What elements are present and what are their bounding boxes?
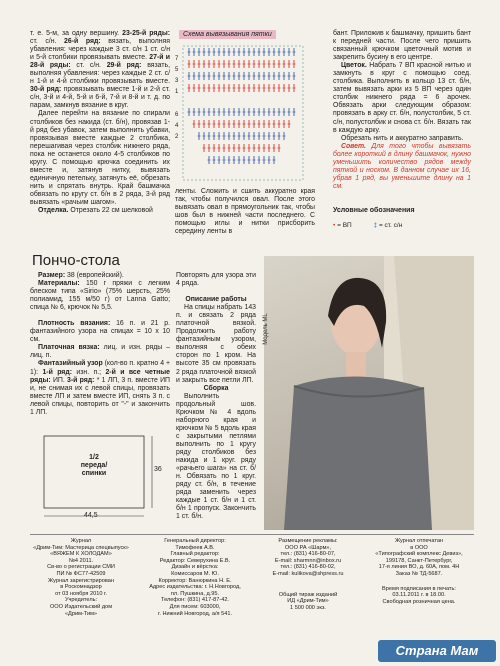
legend-title: Условные обозначения xyxy=(333,207,415,214)
footer-col3: Размещение рекламы: ООО РА «Шарм», тел.: (831) 416-80-07, E-mail: sharmnn@inbox.ru тел.: (831) 416-80-02, E-mail: kulikova@shpress.ru Общий тираж изданий ИД «Дрим-Тим» 1 500 000 экз. xyxy=(272,538,344,611)
col1-top-text: т. е. 5-м, за одну вершину. 23-25-й ряды: ст. с/н. 26-й ряд: вязать, выполняя убавления: через каждые 3 ст. с/н 1 ст. с/н и 5-й столбики провязывать вместе. 27-й и 28-й ряды: ст. с/н. 29-й ряд: вязать, выполняя убавления: через каждые 2 ст. с/н 1-й и 4-й столбики провязывать вместе. 30-й ряд: провязывать вместе 1-й и 2-й ст. с/н, 3-й и 4-й, 5-й и 6-й, 7-й и 8-й и т. д. по парам, замкнув вязание в круг. Далее перейти на вязание по спирали столбиков без накида (ст. б/н), провязав 1-й ряд без убавок, затем выполнить убавки, провязывая вместе каждые 2 столбика, перешагивая через столбик нижнего ряда, пока не останется около 4-5 столбиков по кругу. С помощью крючка соединить их вместе и, затянув нитку, вывязать единичную петельку, затянуть её, обрезать нить и спрятать внутрь. Край башмачка обвязать по кругу ст. б/н в 2 ряда, 3-й ряд вывязать «рачьим шагом». Отделка. Отрезать 22 см шелковой xyxy=(30,30,171,215)
diagram-height: 36 xyxy=(154,466,162,473)
col2-after-scheme: ленты. Сложить и сшить аккуратно края так, чтобы получился овал. После этого вывязать овал в прямоугольник так, чтобы шов был в нижней части последнего. С помощью иглы и нитки присборить середину ленты в xyxy=(175,188,315,236)
legend: Условные обозначения • = ВП ‡ = ст. с/н xyxy=(333,207,473,229)
stsn-symbol-icon: ‡ xyxy=(373,222,378,229)
poncho-col1: Размер: 38 (европейский). Материалы: 150 г пряжи с легким блеском типа «Sirio» (75% шерсть, 25% полиамид, 155 м/50 г) от Lanna Gatto; спица № 6, крючок № 5,5. Плотность вязания: 16 п. и 21 р. фантазийного узора на спицах = 10 x 10 см. Платочная вязка: лиц. и изн. ряды – лиц. п. Фантазийный узор (кол-во п. кратно 4 + 1): 1-й ряд: изн. п.; 2-й и все четные ряды: ИП. 3-й ряд: * 1 ЛП, 3 п. вместе ИП и, не снимая их с левой спицы, провязать вместе ЛП и затем вместе ИП, снять 3 п. с левой спицы, повторить от "-" и закончить 1 ЛП. xyxy=(30,272,170,416)
poncho-title: Пончо-стола xyxy=(32,252,120,269)
footer-col2: Генеральный директор: Тимофеев А.В. Главный редактор: Редактор: Северухина Е.В. Дизайн и вёрстка: Комиссаров М. Ю. Корректор: Ванюркина Н. Е. Адрес издательства: г. Н.Новгород, пл. Пушкина, д.95. Телефон: (831) 417-87-42. Для писем: 603000, г. Нижний Новгород, а/я 541. xyxy=(149,538,241,617)
footer-divider xyxy=(30,534,474,535)
scheme-title: Схема вывязывания пятки xyxy=(179,30,276,39)
model-credit: Модель ML xyxy=(262,313,269,345)
diagram-width: 44,5 xyxy=(84,512,98,519)
poncho-col2: Повторять для узора эти 4 ряда. Описание работы На спицы набрать 143 п. и связать 2 ряда платочной вязкой. Продолжить работу фантазийным узором, выполняя с обеих сторон по 1 кром. На высоте 35 см провязать 2 ряда платочной вязкой и закрыть все петли ЛП. Сборка Выполнить продольный шов. Крючком № 4 вдоль наборного края и крючком № 5 вдоль края с закрытыми петлями выполнить по 1 кругу ряду столбиков без накида и 1 круг. ряду «рачьего шага» на ст. б/н. Обвязать по 1 круг. ряду ст. б/н, в течение ряда заменить через каждые 1 ст. б/н и 1 ст. б/н 1 пропуск. Закончить 1 ст. б/н. xyxy=(176,272,256,521)
vp-symbol-icon: • xyxy=(333,222,336,229)
size-diagram xyxy=(34,432,166,524)
watermark: Страна Мам xyxy=(378,640,496,662)
scheme-chart xyxy=(183,42,307,187)
scheme-row-numbers: 7 5 3 1 6 4 2 xyxy=(175,56,179,140)
diagram-label: 1/2 переда/ спинки xyxy=(80,454,108,477)
footer-col4: Журнал отпечатан в ООО «Типографский комплекс Девиз», 199178, Санкт-Петербург, 17-я линия ВО, д. 60А, пом. 4Н Заказ № ТД-5687. Время подписания в печать: 03.11.2011 г. в 18.00. Свободная розничная цена. xyxy=(375,538,463,605)
footer-col1: Журнал «Дрим-Тим: Мастерица спецвыпуск» «ВЯЖЕМ К ХОЛОДАМ» №4 2011. Св-во о регистрации СМИ ПИ № ФС77-42509 Журнал зарегистрирован в Роскомнадзор от 03 ноября 2010 г. Учредитель: ООО Издательский дом «Дрим-Тим» xyxy=(33,538,129,617)
model-figure xyxy=(264,256,474,530)
heel-scheme xyxy=(175,30,307,185)
col3-top-text: бант. Приложив к башмачку, пришить бант к передней части. После чего пришить связанный крючком цветочный мотив и закрепить бусину в его центре. Цветок. Набрать 7 ВП красной нитью и замкнуть в круг с помощью соед. столбика. Выполнить в кольцо 13 ст. б/н, затем вывязать арки из 5 ВП через один столбик нижнего ряда = 6 арочек. Обвязать арки следующим образом: провязать в арку ст. б/н, полустолбик, 5 ст. с/н, полустолбик и снова ст. б/н. Вязать так в каждую арку. Обрезать нить и аккуратно заправить. Совет. Для того чтобы вывязать более короткий в длину башмачок, нужно уменьшить количество рядов между пяткой и носком. В данном случае их 16, убрав 1 ряд, вы уменьшите длину на 1 см. xyxy=(333,30,471,190)
model-photo xyxy=(264,256,474,530)
diagram-shape xyxy=(34,432,166,524)
